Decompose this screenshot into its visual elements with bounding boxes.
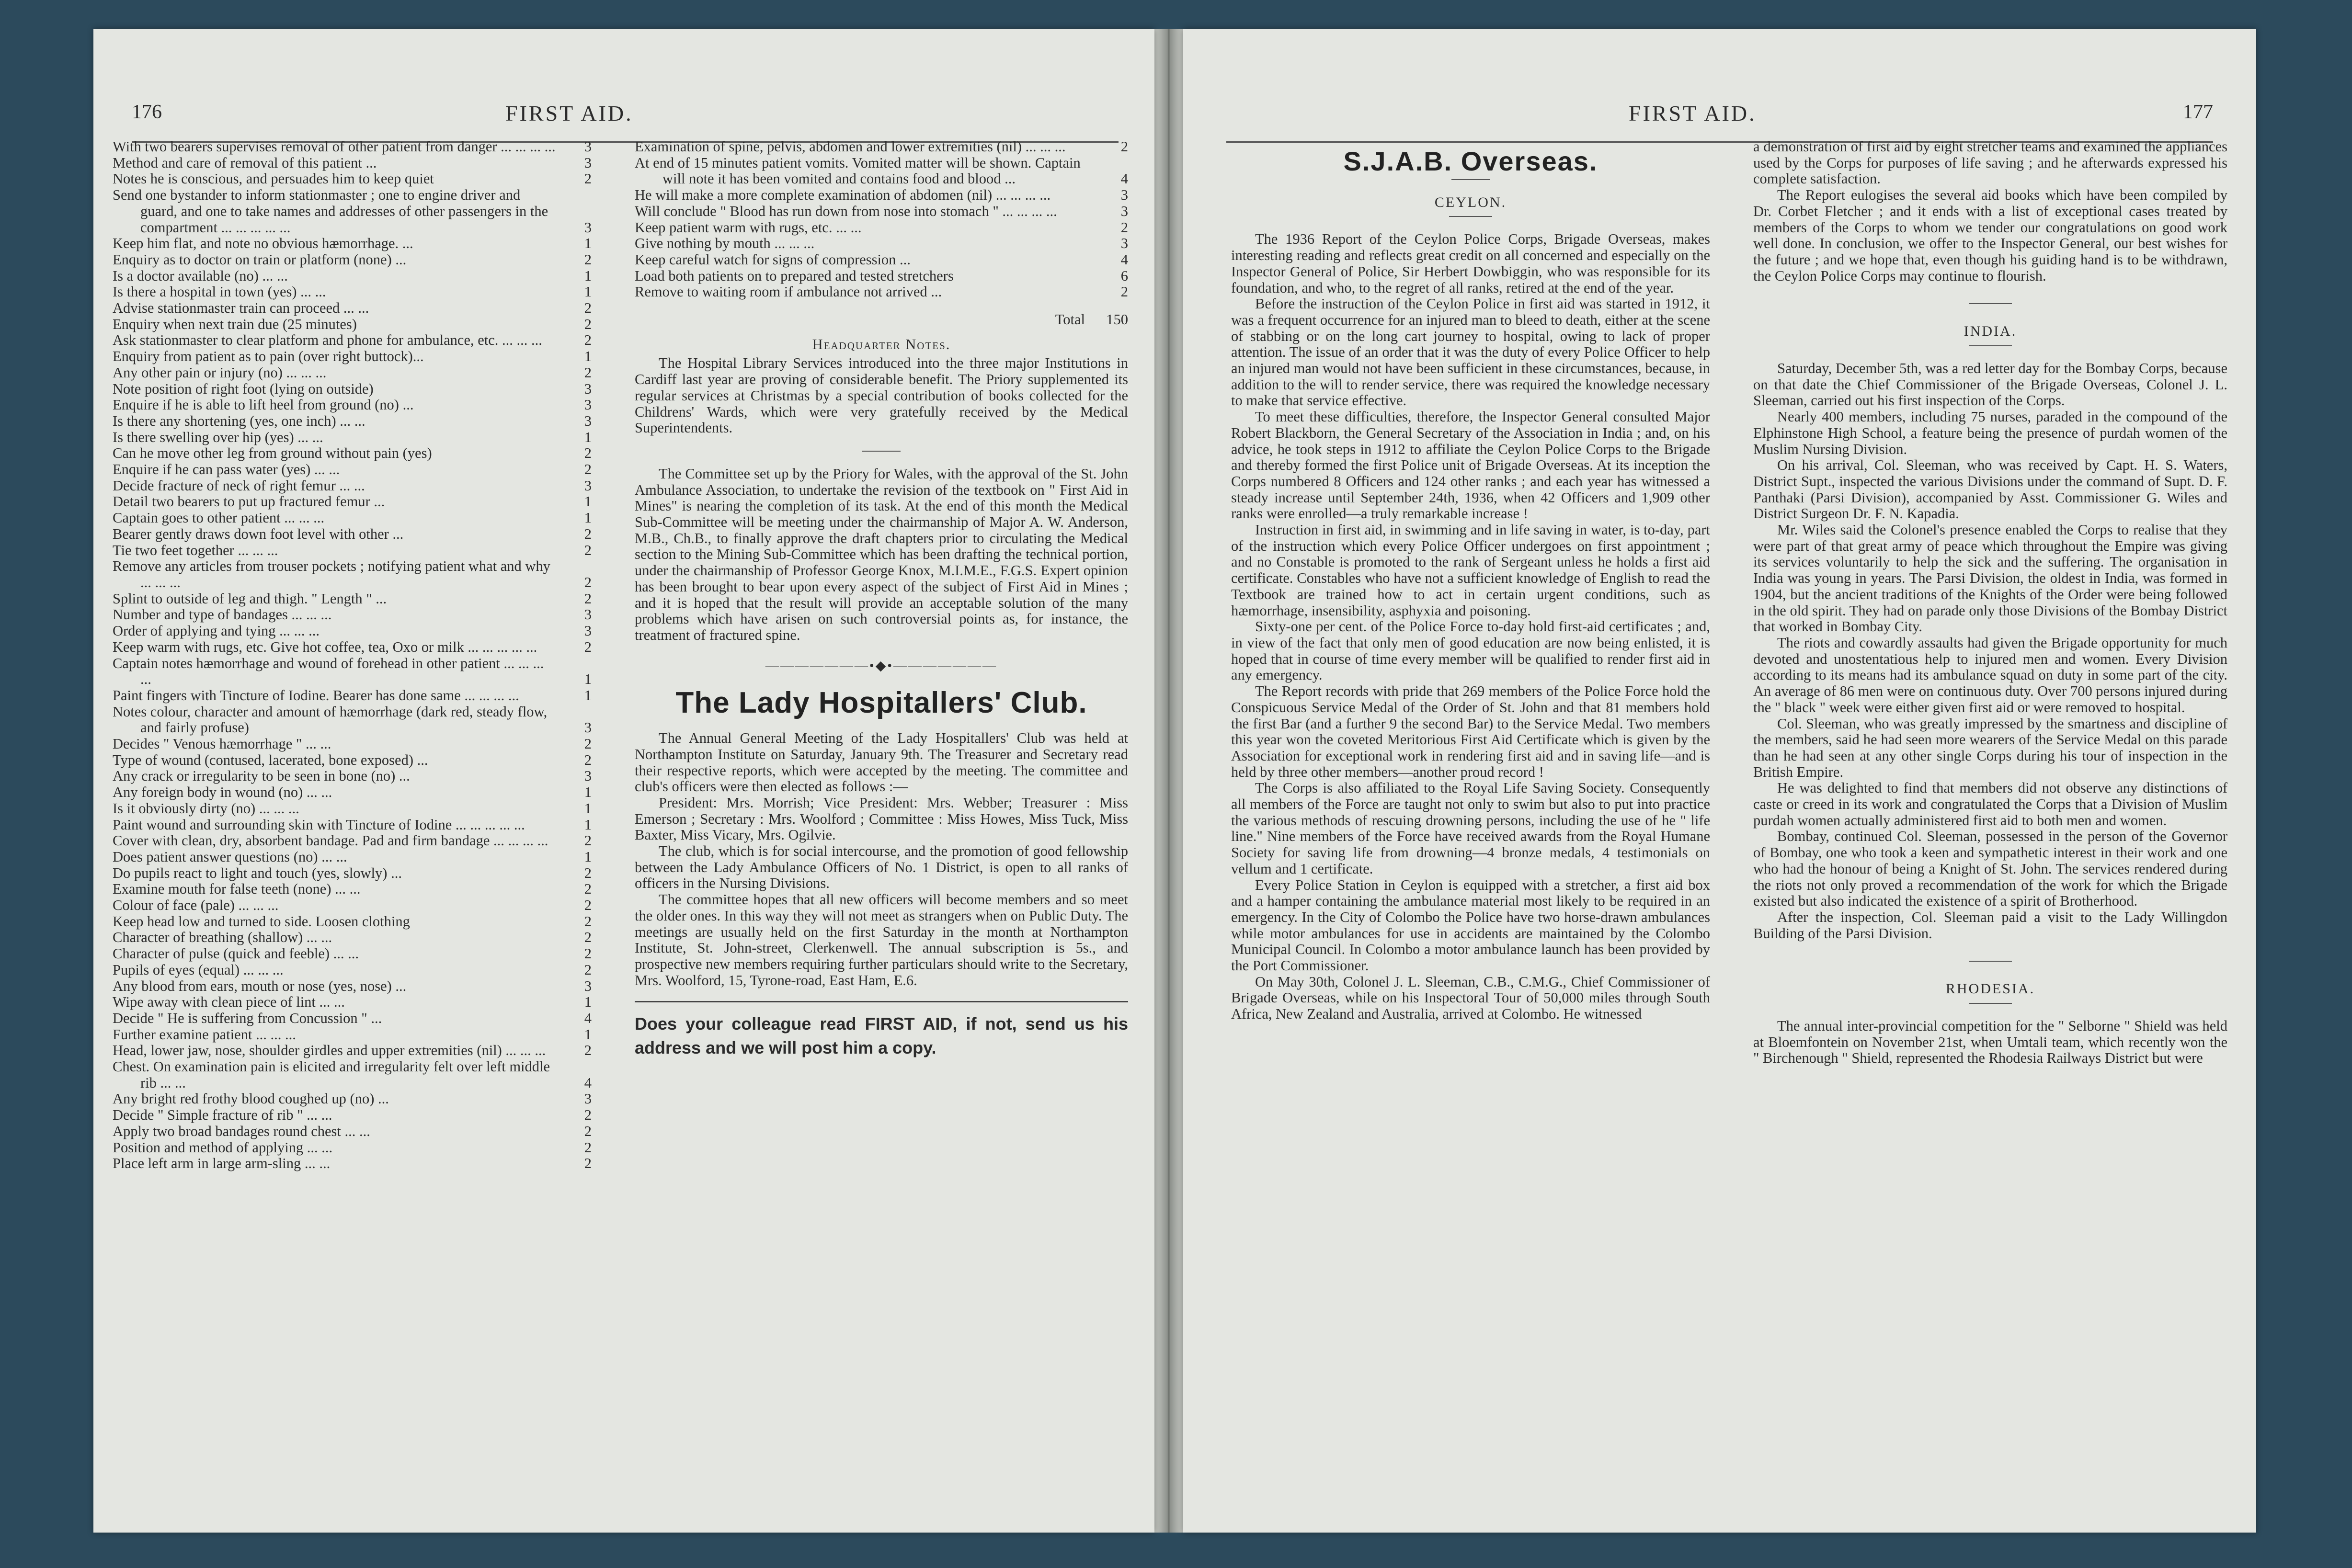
schedule-item (113, 268, 592, 284)
right-column-2 (1753, 139, 2227, 1067)
schedule-item (635, 155, 1128, 187)
schedule-item (113, 801, 592, 817)
schedule-item (113, 430, 592, 446)
schedule-item (113, 332, 592, 349)
schedule-item-marks: 6 (1120, 267, 1128, 284)
left-page (93, 29, 1154, 1533)
schedule-item (635, 268, 1128, 284)
schedule-item (113, 591, 592, 607)
schedule-item-marks: 2 (584, 961, 592, 978)
schedule-item (635, 220, 1128, 236)
schedule-item (113, 1156, 592, 1172)
section-heading-india: INDIA. (1964, 323, 2017, 340)
schedule-item-text: Decide fracture of neck of right femur ... ... (113, 477, 365, 494)
schedule-item-marks: 2 (584, 590, 592, 607)
schedule-item (113, 688, 592, 704)
schedule-item-marks: 2 (584, 542, 592, 558)
schedule-item-text: Will conclude " Blood has run down from nose into stomach " ... ... ... ... (635, 203, 1057, 219)
club-paragraph: The committee hopes that all new officers will become members and so meet the older ones. In this way they will not meet as strangers when on Public Duty. The meetings are usually held on the first Saturday in the month at Northampton Institute, St. John-street, Clerkenwell. The annual subscription is 5s., and prospective new members requiring further particulars should write to the Secretary, Mrs. Woolford, 15, Tyrone-road, East Ham, E.6. (635, 891, 1128, 989)
section-rule (1969, 345, 2012, 346)
schedule-item-text: Wipe away with clean piece of lint ... ... (113, 994, 345, 1011)
right-column-1 (1231, 139, 1710, 1023)
schedule-item (113, 300, 592, 317)
schedule-item (113, 365, 592, 381)
schedule-item-marks: 3 (584, 380, 592, 397)
schedule-item-text: Detail two bearers to put up fractured femur ... (113, 493, 385, 510)
india-paragraph: Col. Sleeman, who was greatly impressed by the smartness and discipline of the members, said he had seen more wearers of the Service Medal on this parade than he had seen at any other single Corps during his tour of inspection in the British Empire. (1753, 715, 2227, 780)
schedule-item-marks: 2 (584, 832, 592, 849)
schedule-item-text: Remove to waiting room if ambulance not arrived ... (635, 284, 942, 300)
ceylon-paragraph: Sixty-one per cent. of the Police Force to-day hold first-aid certificates ; and, in view of the fact that only men of good education are now being enlisted, it is hoped that in course of time every member will be qualified to render first aid in any emergency. (1231, 618, 1710, 683)
schedule-item-marks: 2 (584, 525, 592, 542)
schedule-item-text: Does patient answer questions (no) ... ... (113, 848, 347, 865)
schedule-item (113, 881, 592, 898)
schedule-item (113, 284, 592, 300)
schedule-item (113, 946, 592, 962)
schedule-item-text: Keep warm with rugs, etc. Give hot coffee, tea, Oxo or milk ... ... ... ... ... (113, 638, 537, 655)
schedule-item-text: Type of wound (contused, lacerated, bone exposed) ... (113, 751, 428, 768)
article-heading: S.J.A.B. Overseas. (1343, 146, 1598, 176)
schedule-item (113, 478, 592, 494)
schedule-item-text: Can he move other leg from ground without pain (yes) (113, 445, 432, 462)
schedule-item (113, 1091, 592, 1107)
schedule-item-marks: 4 (1120, 170, 1128, 187)
schedule-item (113, 349, 592, 365)
schedule-item-text: Is there a hospital in town (yes) ... ... (113, 284, 326, 300)
schedule-item-text: Advise stationmaster train can proceed ... ... (113, 300, 369, 317)
schedule-item-text: Examination of spine, pelvis, abdomen and lower extremities (nil) ... ... ... (635, 138, 1066, 155)
schedule-item-marks: 1 (584, 687, 592, 704)
schedule-item-text: Notes colour, character and amount of hæmorrhage (dark red, steady flow, and fairly profuse) (113, 703, 548, 736)
schedule-item-text: Decide " He is suffering from Concussion " ... (113, 1010, 382, 1026)
india-paragraph: The riots and cowardly assaults had given the Brigade opportunity for much devoted and unostentatious help to injured men and women. Every Division according to its means had its ambulance squad on duty in some part of the city. An average of 86 men were on continuous duty. Over 700 persons injured during the " black " week were either given first aid or were removed to hospital. (1753, 634, 2227, 716)
schedule-item (635, 252, 1128, 268)
schedule-item-text: Bearer gently draws down foot level with other ... (113, 525, 404, 542)
schedule-item (113, 252, 592, 268)
schedule-item-marks: 3 (584, 412, 592, 429)
schedule-item-text: Any blood from ears, mouth or nose (yes, nose) ... (113, 977, 407, 994)
schedule-item-text: Tie two feet together ... ... ... (113, 542, 278, 558)
ceylon-article-continued (1753, 187, 2227, 284)
club-paragraph: The Annual General Meeting of the Lady Hospitallers' Club was held at Northampton Institute on Saturday, January 9th. The Treasurer and Secretary read their respective reports, which were accepted by the meeting. The committee and club's officers were then elected as follows :— (635, 730, 1128, 795)
schedule-item (113, 494, 592, 510)
schedule-item-text: Apply two broad bandages round chest ... ... (113, 1123, 370, 1139)
schedule-item (113, 317, 592, 333)
schedule-item-text: Keep careful watch for signs of compression ... (635, 251, 911, 268)
schedule-item-marks: 2 (584, 445, 592, 462)
ceylon-article (1231, 231, 1710, 1022)
article-heading: The Lady Hospitallers' Club. (675, 686, 1087, 720)
schedule-item-marks: 2 (584, 251, 592, 268)
schedule-item-text: Any foreign body in wound (no) ... ... (113, 784, 332, 801)
schedule-item (113, 381, 592, 398)
schedule-item (113, 817, 592, 833)
schedule-item-text: Is it obviously dirty (no) ... ... ... (113, 800, 299, 817)
schedule-item (113, 236, 592, 252)
ceylon-paragraph: Every Police Station in Ceylon is equipped with a stretcher, a first aid box and a hamper containing the ambulance material most likely to be required in an emergency. In the City of Colombo the Police have two horse-drawn ambulances while motor ambulances for use in accidents are maintained by the Colombo Municipal Council. In Colombo a motor ambulance launch has been provided by the Port Commissioner. (1231, 876, 1710, 974)
schedule-item (113, 914, 592, 930)
schedule-item-text: Keep patient warm with rugs, etc. ... ... (635, 219, 862, 236)
schedule-item-marks: 3 (584, 1091, 592, 1107)
schedule-item-marks: 2 (584, 881, 592, 898)
schedule-item-text: Method and care of removal of this patient ... (113, 154, 377, 171)
schedule-item-marks: 3 (584, 477, 592, 494)
schedule-item-text: Send one bystander to inform stationmaster ; one to engine driver and guard, and one to take names and addresses of other passengers in the compartment ... ... ... ... ... (113, 187, 548, 236)
schedule-item-text: Keep him flat, and note no obvious hæmorrhage. ... (113, 235, 413, 252)
schedule-item (113, 510, 592, 526)
schedule-item (113, 768, 592, 784)
schedule-item-marks: 1 (584, 784, 592, 801)
schedule-item-marks: 2 (584, 751, 592, 768)
schedule-item-marks: 3 (584, 623, 592, 639)
schedule-item-marks: 2 (584, 332, 592, 349)
schedule-item-text: Chest. On examination pain is elicited and irregularity felt over left middle rib ... ... (113, 1058, 550, 1091)
schedule-item-text: Is there any shortening (yes, one inch) ... ... (113, 412, 365, 429)
ceylon-paragraph: On May 30th, Colonel J. L. Sleeman, C.B., C.M.G., Chief Commissioner of Brigade Overseas, while on his Inspectoral Tour of 50,000 miles through South Africa, New Zealand and Australia, arrived at Colombo. He witnessed (1231, 973, 1710, 1023)
schedule-item-marks: 2 (584, 864, 592, 881)
schedule-item-marks: 3 (1120, 235, 1128, 252)
schedule-item-marks: 2 (584, 316, 592, 332)
schedule-item-text: Captain goes to other patient ... ... ... (113, 510, 325, 526)
hq-notes-paragraph: The Committee set up by the Priory for Wales, with the approval of the St. John Ambulance Association, to undertake the revision of the textbook on " First Aid in Mines" is nearing the completion of its task. At the end of this month the Medical Sub-Committee will be meeting under the chairmanship of Major A. W. Anderson, M.B., Ch.B., to finally approve the draft chapters prior to circulating the Medical section to the Mining Sub-Committee which has been drafting the technical portion, under the chairmanship of Professor George Knox, M.I.M.E., F.G.S. Expert opinion has been brought to bear upon every aspect of the subject of First Aid in Mines ; and it is hoped that the result will provide an acceptable solution of the many problems which have arisen on such controversial points as, for instance, the treatment of fractured spine. (635, 465, 1128, 643)
schedule-item (113, 607, 592, 623)
schedule-item-marks: 3 (1120, 203, 1128, 219)
schedule-item-text: Position and method of applying ... ... (113, 1139, 333, 1156)
ceylon-paragraph: The Report records with pride that 269 members of the Police Force hold the Conspicuous Service Medal of the Order of St. John and that 81 members hold the first Bar (and a further 9 the second Bar) to the Service Medal. Two members this year won the coveted Meritorious First Aid Certificate which is given by the Association for exceptional work in rendering first aid and in saving life—and is held by three other members—another proud record ! (1231, 683, 1710, 780)
schedule-item (113, 704, 592, 736)
schedule-item-marks: 1 (584, 493, 592, 510)
schedule-item-marks: 2 (584, 897, 592, 914)
schedule-item (113, 833, 592, 849)
schedule-item-text: Notes he is conscious, and persuades him to keep quiet (113, 170, 434, 187)
schedule-item (113, 898, 592, 914)
ceylon-paragraph: The Report eulogises the several aid books which have been compiled by Dr. Corbet Fletcher ; and it ends with a list of exceptional cases treated by members of the Corps to whom we tender our congratulations on good work well done. In conclusion, we offer to the Inspector General, our best wishes for the future ; and we hope that, even though his guiding hand is to be withdrawn, the Ceylon Police Corps may continue to flourish. (1753, 187, 2227, 284)
schedule-item (113, 187, 592, 236)
schedule-item-text: Examine mouth for false teeth (none) ... ... (113, 881, 361, 898)
schedule-item (113, 1107, 592, 1124)
section-rule (1451, 179, 1490, 180)
schedule-item-marks: 2 (1120, 138, 1128, 155)
hq-notes-paragraph: The Hospital Library Services introduced into the three major Institutions in Cardiff last year are proving of considerable benefit. The Priory supplemented its regular services at Christmas by a special contribution of books collected for the Childrens' Wards, which were very gratefully received by the Medical Superintendents. (635, 355, 1128, 436)
schedule-item-marks: 1 (584, 510, 592, 526)
ceylon-paragraph: Instruction in first aid, in swimming and in life saving in water, is to-day, part of the instruction which every Police Officer undergoes on first appointment ; and no Constable is promoted to the rank of Sergeant unless he holds a first aid certificate. Constables who have not a sufficient knowledge of English to read the Textbook are trained how to act in certain urgent conditions, such as hæmorrhage, insensibility, asphyxia and poisoning. (1231, 522, 1710, 619)
schedule-item (113, 543, 592, 559)
schedule-item-text: Keep head low and turned to side. Loosen clothing (113, 913, 410, 930)
schedule-item-marks: 4 (584, 1010, 592, 1026)
schedule-item-marks: 1 (584, 816, 592, 833)
schedule-item (635, 236, 1128, 252)
schedule-item (113, 1043, 592, 1059)
schedule-item-marks: 2 (584, 1042, 592, 1059)
schedule-item-text: Note position of right foot (lying on outside) (113, 380, 374, 397)
section-rule (1969, 961, 2012, 962)
section-rule (862, 451, 901, 452)
club-paragraph: The club, which is for social intercourse, and the promotion of good fellowship between the Lady Ambulance Officers of No. 1 District, is open to all ranks of officers in the Nursing Divisions. (635, 843, 1128, 892)
schedule-item-marks: 3 (1120, 187, 1128, 204)
schedule-item-text: Ask stationmaster to clear platform and phone for ambulance, etc. ... ... ... (113, 332, 542, 349)
schedule-item (635, 284, 1128, 300)
schedule-item-text: He will make a more complete examination of abdomen (nil) ... ... ... ... (635, 187, 1051, 204)
schedule-item-marks: 1 (584, 848, 592, 865)
india-paragraph: Nearly 400 members, including 75 nurses, paraded in the compound of the Elphinstone High School, a feature being the presence of purdah women of the Muslim Nursing Division. (1753, 409, 2227, 457)
ceylon-paragraph: To meet these difficulties, therefore, the Inspector General consulted Major Robert Blackborn, the General Secretary of the Association in India ; and, on his advice, he took steps in 1912 to affiliate the Ceylon Police Corps to the Brigade and thereby formed the first Police unit of Brigade Overseas. At its inception the Corps numbered 8 Officers and 124 other ranks ; and each year has witnessed a steady increase until September 24th, 1936, when 42 Officers and 1,909 other ranks were enrolled—a truly remarkable increase ! (1231, 409, 1710, 522)
schedule-item-marks: 3 (584, 154, 592, 171)
schedule-item (113, 978, 592, 995)
schedule-item-marks: 1 (584, 429, 592, 445)
india-paragraph: On his arrival, Col. Sleeman, who was received by Capt. H. S. Waters, District Supt., inspected the various Divisions under the command of Supt. D. F. Panthaki (Parsi Division), accompanied by Asst. Commissioner G. Wiles and District Surgeon Dr. F. N. Kapadia. (1753, 457, 2227, 522)
schedule-item-marks: 2 (1120, 219, 1128, 236)
schedule-item-marks: 1 (584, 800, 592, 817)
section-heading-rhodesia: RHODESIA. (1945, 981, 2035, 997)
india-article (1753, 361, 2227, 942)
schedule-item-marks: 2 (584, 170, 592, 187)
schedule-item (113, 1011, 592, 1027)
section-rule (1969, 1003, 2012, 1004)
schedule-item (113, 962, 592, 978)
schedule-item (113, 139, 592, 155)
schedule-item-text: Character of pulse (quick and feeble) ... ... (113, 945, 359, 962)
schedule-item (113, 865, 592, 882)
schedule-item-marks: 1 (584, 267, 592, 284)
schedule-item-marks: 3 (584, 219, 592, 236)
schedule-item-marks: 3 (584, 606, 592, 623)
page-number: 177 (2183, 101, 2213, 123)
club-paragraph: President: Mrs. Morrish; Vice President: Mrs. Webber; Treasurer : Miss Emerson ; Secretary : Mrs. Woolford ; Committee : Miss Howes, Miss Tuck, Miss Baxter, Miss Vicary, Mrs. Ogilvie. (635, 794, 1128, 843)
schedule-item-marks: 1 (584, 994, 592, 1011)
schedule-item (113, 558, 592, 591)
india-paragraph: Bombay, continued Col. Sleeman, possessed in the person of the Governor of Bombay, one who took a keen and sympathetic interest in their work and one who had the honour of being a Knight of St. John. The services rendered during the riots not only proved a recommendation of the work for which the Brigade existed but also indicated the existence of a spirit of Brotherhood. (1753, 828, 2227, 909)
schedule-item-marks: 1 (584, 235, 592, 252)
schedule-item-text: Captain notes hæmorrhage and wound of forehead in other patient ... ... ... ... (113, 655, 544, 688)
marking-schedule-column-1 (113, 139, 592, 1172)
schedule-item-text: With two bearers supervises removal of other patient from danger ... ... ... ... (113, 138, 556, 155)
right-page (1183, 29, 2256, 1533)
schedule-item-text: Further examine patient ... ... ... (113, 1026, 296, 1043)
schedule-item (113, 397, 592, 413)
schedule-item-text: Paint fingers with Tincture of Iodine. Bearer has done same ... ... ... ... (113, 687, 519, 704)
schedule-item-text: Place left arm in large arm-sling ... ... (113, 1155, 331, 1172)
schedule-item-text: Character of breathing (shallow) ... ... (113, 929, 332, 946)
india-paragraph: Mr. Wiles said the Colonel's presence enabled the Corps to realise that they were part of that great army of peace which throughout the Empire was giving its services voluntarily to help the sick and the suffering. The organisation in India was young in years. The Parsi Division, the oldest in India, was formed in 1904, but the ancient traditions of the Knights of the Order were being followed in the old spirit. They had on parade only those Divisions of the Bombay District that worked in Bombay City. (1753, 522, 2227, 635)
schedule-item-marks: 2 (584, 929, 592, 946)
schedule-item (113, 155, 592, 171)
schedule-item (113, 462, 592, 478)
schedule-item-marks: 2 (584, 364, 592, 381)
schedule-item-text: Any other pain or injury (no) ... ... ... (113, 364, 327, 381)
schedule-item (635, 187, 1128, 204)
schedule-item-marks: 2 (584, 1123, 592, 1139)
total-label: Total (1055, 311, 1085, 328)
schedule-item (113, 413, 592, 430)
schedule-item-marks: 2 (584, 461, 592, 478)
schedule-item-text: Paint wound and surrounding skin with Tincture of Iodine ... ... ... ... ... (113, 816, 525, 833)
schedule-item-marks: 2 (584, 945, 592, 962)
schedule-item-text: Head, lower jaw, nose, shoulder girdles and upper extremities (nil) ... ... ... (113, 1042, 546, 1059)
schedule-item-text: Decides " Venous hæmorrhage " ... ... (113, 736, 331, 752)
schedule-item-marks: 1 (584, 348, 592, 365)
schedule-item-marks: 1 (584, 1026, 592, 1043)
schedule-item (113, 1140, 592, 1156)
running-head: FIRST AID. (1629, 101, 1757, 125)
total-row (635, 312, 1128, 328)
schedule-item-marks: 2 (584, 1155, 592, 1172)
marking-schedule-column-2 (635, 139, 1128, 300)
hq-notes-heading: Headquarter Notes. (812, 336, 951, 352)
left-column-2 (635, 139, 1128, 1060)
schedule-item (113, 656, 592, 688)
schedule-item-marks: 1 (584, 671, 592, 688)
schedule-item-marks: 3 (584, 768, 592, 784)
total-value: 150 (1106, 311, 1128, 328)
schedule-item-marks: 2 (584, 638, 592, 655)
schedule-item-marks: 4 (584, 1074, 592, 1091)
schedule-item-text: Any crack or irregularity to be seen in bone (no) ... (113, 768, 410, 784)
subscription-notice: Does your colleague read FIRST AID, if not, send us his address and we will post him a copy. (635, 1001, 1128, 1060)
india-paragraph: Saturday, December 5th, was a red letter day for the Bombay Corps, because on that date the Chief Commissioner of the Brigade Overseas, Colonel J. L. Sleeman, carried out his first inspection of the Corps. (1753, 360, 2227, 409)
schedule-item-marks: 2 (584, 1107, 592, 1124)
schedule-item-text: Any bright red frothy blood coughed up (no) ... (113, 1091, 389, 1107)
schedule-item-text: Is a doctor available (no) ... ... (113, 267, 288, 284)
schedule-item-text: Decide " Simple fracture of rib " ... ... (113, 1107, 332, 1124)
schedule-item (635, 139, 1128, 155)
ceylon-paragraph: Before the instruction of the Ceylon Police in first aid was started in 1912, it was a frequent occurrence for an injured man to bleed to death, either at the scene of stabbing or on the long cart journey to hospital, owing to lack of proper attention. The issue of an order that it was the duty of every Police Officer to help an injured man would not have been sufficient in these circumstances, because, in addition to the will to render service, there was required the knowledge necessary to make that service effective. (1231, 295, 1710, 409)
schedule-item-text: Enquiry from patient as to pain (over right buttock)... (113, 348, 424, 365)
schedule-item-marks: 4 (1120, 251, 1128, 268)
schedule-item-marks: 3 (584, 138, 592, 155)
rhodesia-paragraph: The annual inter-provincial competition for the " Selborne " Shield was held at Bloemfontein on November 21st, when Umtali team, which recently won the " Birchenough " Shield, represented the Rhodesia Railways District but were (1753, 1018, 2227, 1067)
india-paragraph: After the inspection, Col. Sleeman paid a visit to the Lady Willingdon Building of the Parsi Division. (1753, 909, 2227, 942)
schedule-item-marks: 2 (584, 300, 592, 317)
schedule-item-marks: 2 (584, 913, 592, 930)
ceylon-paragraph: a demonstration of first aid by eight stretcher teams and examined the appliances used by the Corps for purposes of life saving ; and he afterwards expressed his complete satisfaction. (1753, 138, 2227, 187)
running-head: FIRST AID. (505, 101, 633, 125)
schedule-item-text: At end of 15 minutes patient vomits. Vomited matter will be shown. Captain will note it has been vomited and contains food and blood ... (635, 154, 1081, 187)
section-rule (1969, 303, 2012, 304)
ornament-divider: ———————•◆•——————— (765, 658, 998, 673)
ceylon-paragraph: The Corps is also affiliated to the Royal Life Saving Society. Consequently all members of the Force are taught not only to swim but also to put into practice the various methods of rescuing drowning persons, including the use of he " life line." Nine members of the Force have received awards from the Royal Humane Society for saving life from drowning—4 bronze medals, 4 testimonials on vellum and 1 certificate. (1231, 780, 1710, 877)
schedule-item-text: Pupils of eyes (equal) ... ... ... (113, 961, 284, 978)
schedule-item-marks: 3 (584, 977, 592, 994)
schedule-item (113, 849, 592, 865)
schedule-item (113, 639, 592, 656)
schedule-item-text: Cover with clean, dry, absorbent bandage. Pad and firm bandage ... ... ... ... (113, 832, 548, 849)
schedule-item-marks: 2 (1120, 284, 1128, 300)
schedule-item-text: Remove any articles from trouser pockets ; notifying patient what and why ... ... ... (113, 558, 550, 591)
schedule-item-text: Load both patients on to prepared and tested stretchers (635, 267, 954, 284)
schedule-item (113, 1124, 592, 1140)
schedule-item-text: Is there swelling over hip (yes) ... ... (113, 429, 323, 445)
schedule-item-marks: 3 (584, 397, 592, 413)
schedule-item-marks: 2 (584, 736, 592, 752)
schedule-item (113, 445, 592, 462)
schedule-item-marks: 1 (584, 284, 592, 300)
schedule-item-text: Give nothing by mouth ... ... ... (635, 235, 815, 252)
book-gutter (1154, 29, 1183, 1533)
schedule-item-text: Colour of face (pale) ... ... ... (113, 897, 279, 914)
schedule-item (635, 204, 1128, 220)
schedule-item-text: Splint to outside of leg and thigh. " Length " ... (113, 590, 387, 607)
schedule-item (113, 1059, 592, 1091)
section-heading-ceylon: CEYLON. (1434, 194, 1507, 210)
schedule-item (113, 1027, 592, 1043)
schedule-item (113, 784, 592, 801)
schedule-item (113, 623, 592, 639)
schedule-item-text: Do pupils react to light and touch (yes, slowly) ... (113, 864, 402, 881)
schedule-item-marks: 2 (584, 1139, 592, 1156)
schedule-item (113, 752, 592, 769)
schedule-item-marks: 2 (584, 574, 592, 591)
ceylon-paragraph: The 1936 Report of the Ceylon Police Corps, Brigade Overseas, makes interesting reading and reflects great credit on all concerned and especially on the Inspector General of Police, Sir Herbert Dowbiggin, who was responsible for its foundation, and who, to the regret of all ranks, retired at the end of the year. (1231, 231, 1710, 296)
schedule-item-text: Enquire if he is able to lift heel from ground (no) ... (113, 397, 414, 413)
schedule-item (113, 526, 592, 543)
schedule-item (113, 994, 592, 1011)
schedule-item-text: Enquiry when next train due (25 minutes) (113, 316, 357, 332)
schedule-item-text: Enquire if he can pass water (yes) ... ... (113, 461, 340, 478)
schedule-item-text: Number and type of bandages ... ... ... (113, 606, 332, 623)
schedule-item (113, 171, 592, 187)
schedule-item-text: Order of applying and tying ... ... ... (113, 623, 320, 639)
schedule-item (113, 736, 592, 752)
page-number: 176 (132, 101, 162, 123)
schedule-item-text: Enquiry as to doctor on train or platform (none) ... (113, 251, 407, 268)
schedule-item (113, 930, 592, 946)
schedule-item-marks: 3 (584, 719, 592, 736)
india-paragraph: He was delighted to find that members did not observe any distinctions of caste or creed in its work and congratulated the Corps that a Division of Muslim purdah women actually administered first aid to both men and women. (1753, 780, 2227, 829)
section-rule (1449, 216, 1492, 217)
